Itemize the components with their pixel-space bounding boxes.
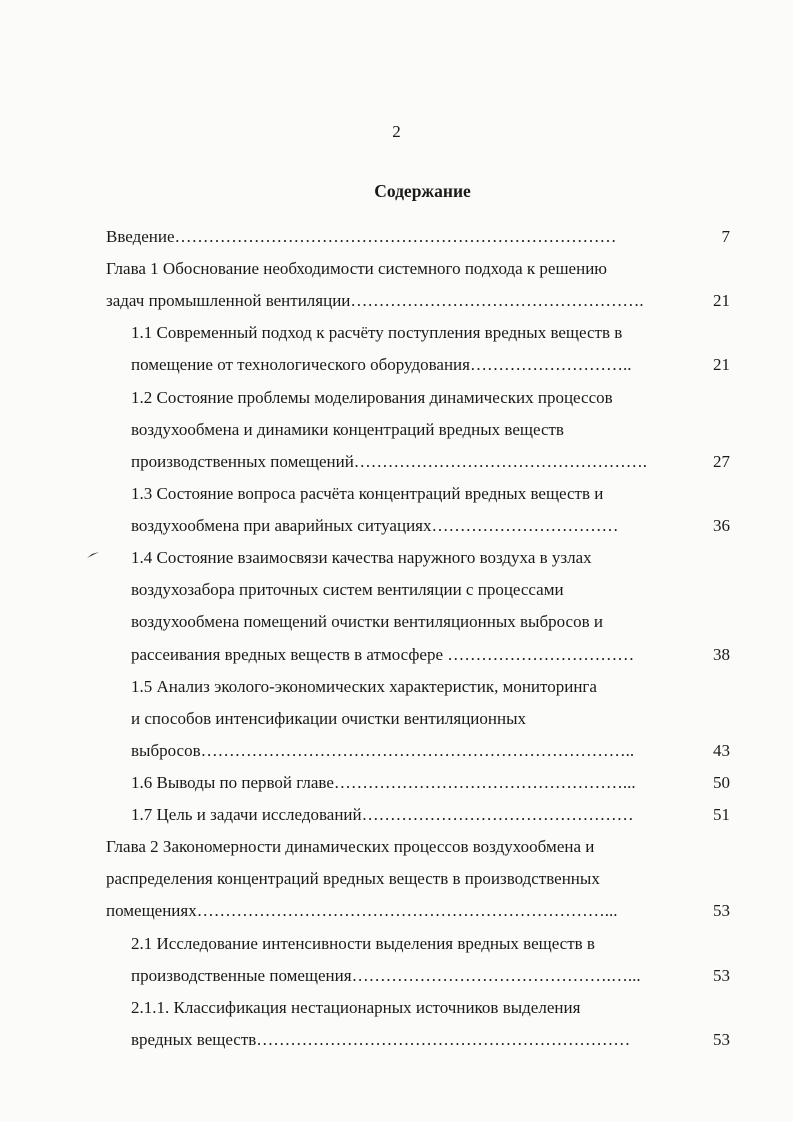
toc-line: производственные помещения……………………………………….…... — [131, 966, 641, 985]
toc-line: помещение от технологического оборудования……………………….. — [131, 355, 632, 374]
toc-page: 21 — [713, 291, 730, 310]
toc-page: 53 — [713, 901, 730, 920]
toc-line: и способов интенсификации очистки вентиляционных — [131, 709, 527, 728]
toc-line: помещениях………………………………………………………………... — [106, 901, 618, 920]
toc-page: 21 — [713, 355, 730, 374]
toc-line: Глава 1 Обоснование необходимости системного подхода к решению — [106, 259, 607, 278]
toc-line: 1.3 Состояние вопроса расчёта концентраций вредных веществ и — [131, 484, 604, 503]
toc-line: выбросов………………………………………………………………….. — [131, 741, 635, 760]
toc-page: 53 — [713, 966, 730, 985]
page-title: Содержание — [374, 181, 471, 201]
toc-page: 38 — [713, 645, 730, 664]
toc-page: 36 — [713, 516, 730, 535]
toc-line: 1.1 Современный подход к расчёту поступления вредных веществ в — [131, 323, 623, 342]
toc-page: 43 — [713, 741, 730, 760]
toc-line: задач промышленной вентиляции……………………………………………. — [106, 291, 644, 310]
pencil-mark — [86, 551, 100, 559]
toc-page: 50 — [713, 773, 730, 792]
toc-line: Глава 2 Закономерности динамических процессов воздухообмена и — [106, 837, 595, 856]
toc-line: 1.5 Анализ эколого-экономических характеристик, мониторинга — [131, 677, 597, 696]
toc-line: воздухообмена при аварийных ситуациях…………………………… — [131, 516, 619, 535]
toc-line: 1.4 Состояние взаимосвязи качества наружного воздуха в узлах — [131, 548, 592, 567]
toc-line: вредных веществ………………………………………………………… — [131, 1030, 631, 1049]
toc-line: воздухообмена и динамики концентраций вредных веществ — [131, 420, 564, 439]
toc-line: рассеивания вредных веществ в атмосфере …………………………… — [131, 645, 635, 664]
toc-page: 7 — [721, 227, 730, 246]
page-number: 2 — [392, 122, 401, 141]
toc-line: 2.1 Исследование интенсивности выделения вредных веществ в — [131, 934, 595, 953]
toc-page: 27 — [713, 452, 730, 471]
toc-line: воздухозабора приточных систем вентиляции с процессами — [131, 580, 564, 599]
toc-line: 1.7 Цель и задачи исследований………………………………………… — [131, 805, 634, 824]
toc-line: распределения концентраций вредных веществ в производственных — [106, 869, 600, 888]
toc-line: производственных помещений……………………………………………. — [131, 452, 648, 471]
toc-page: 51 — [713, 805, 730, 824]
toc-line: Введение…………………………………………………………………… — [106, 227, 617, 246]
toc-line: 2.1.1. Классификация нестационарных источников выделения — [131, 998, 581, 1017]
toc-line: воздухообмена помещений очистки вентиляционных выбросов и — [131, 612, 603, 631]
toc-line: 1.6 Выводы по первой главе……………………………………………... — [131, 773, 636, 792]
toc-line: 1.2 Состояние проблемы моделирования динамических процессов — [131, 388, 613, 407]
toc-page: 53 — [713, 1030, 730, 1049]
